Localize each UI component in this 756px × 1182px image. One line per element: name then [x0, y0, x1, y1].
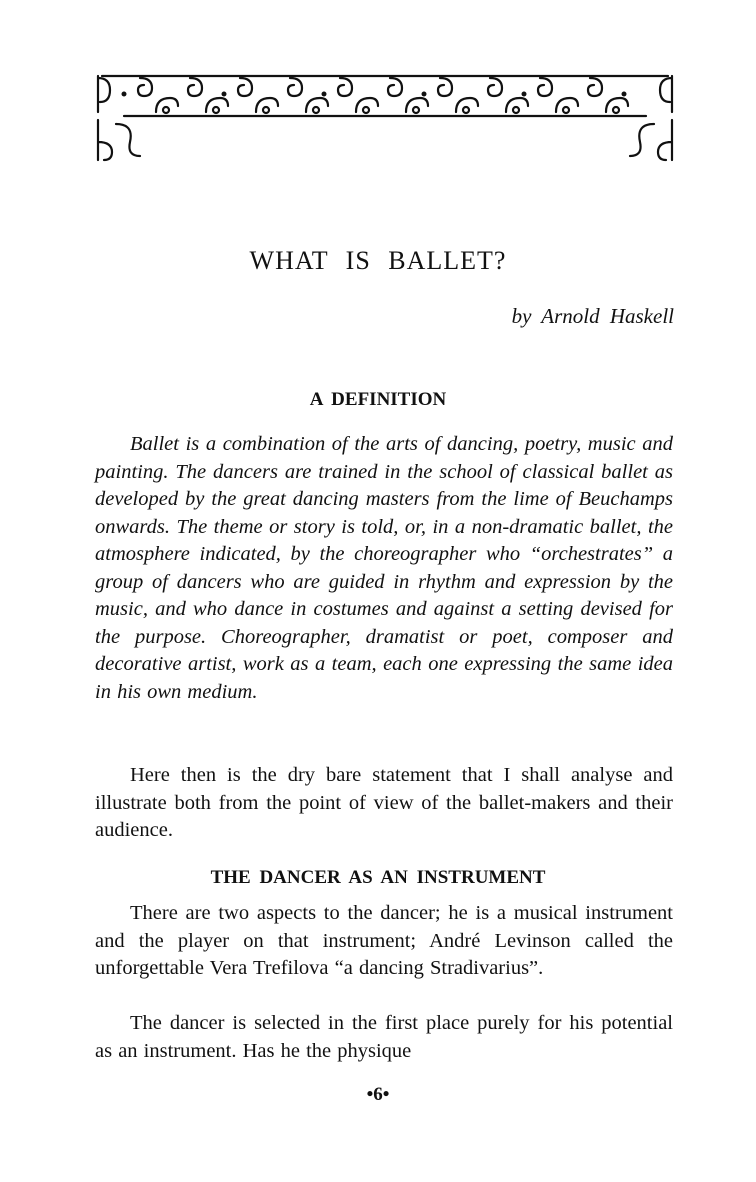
- article-byline: by Arnold Haskell: [511, 304, 674, 328]
- article-title: WHAT IS BALLET?: [249, 246, 507, 275]
- paragraph-instrument-2: The dancer is selected in the first place purely for his potential as an instrument. Has he the physique: [95, 1012, 673, 1062]
- section-heading-dancer-instrument: THE DANCER AS AN INSTRUMENT: [210, 867, 546, 888]
- decorative-header-ornament: [94, 72, 676, 164]
- paragraph-instrument-1: There are two aspects to the dancer; he is a musical instrument and the player on that instrument; André Levinson called the unforgettable Vera Trefilova “a dancing Stradivarius”.: [95, 902, 673, 979]
- paragraph-definition-1: Ballet is a combination of the arts of dancing, poetry, music and painting. The dancers are trained in the school of classical ballet as developed by the great dancing masters from the lime of Beuchamps onwards. The theme or story is told, or, in a non-dramatic ballet, the atmosphere indicated, by the choreographer who “orchestrates” a group of dancers who are guided in rhythm and expression by the music, and who dance in costumes and against a setting devised for the purpose. Choreographer, dramatist or poet, composer and decorative artist, work as a team, each one expressing the same idea in his own medium.: [95, 433, 673, 703]
- page-number: •6•: [366, 1084, 390, 1105]
- paragraph-definition-2: Here then is the dry bare statement that I shall analyse and illustrate both from the point of view of the ballet-makers and their audience.: [95, 764, 673, 841]
- section-heading-definition: A DEFINITION: [309, 389, 447, 410]
